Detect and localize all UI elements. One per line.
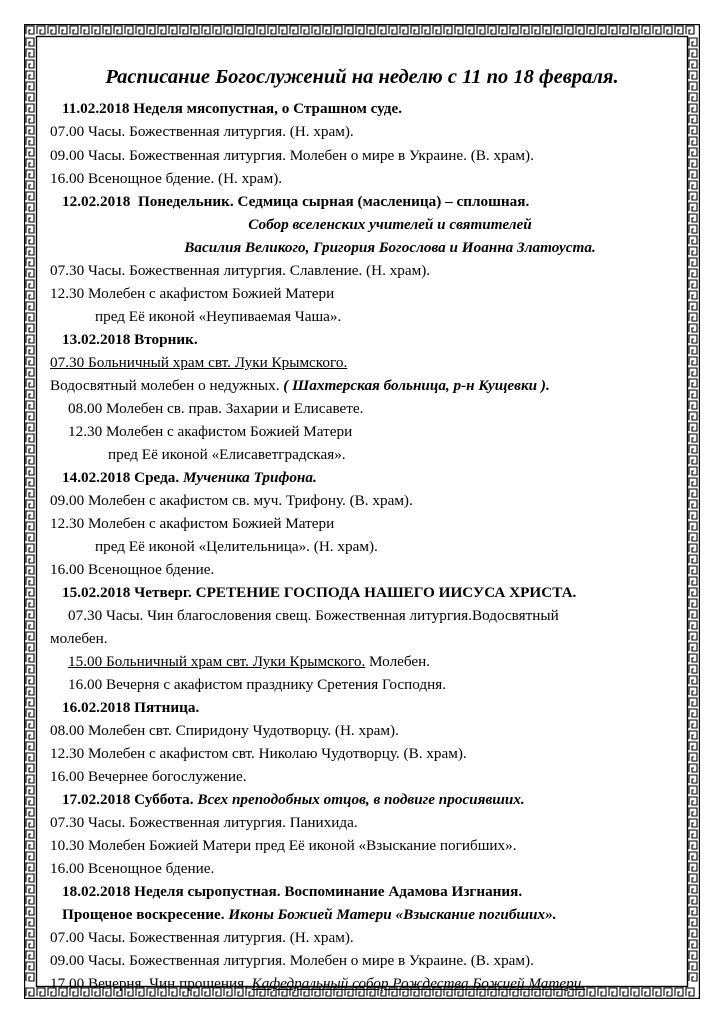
day-date: 12.02.2018 xyxy=(62,193,131,210)
day-header-17 xyxy=(62,791,525,809)
day-header-18: 18.02.2018 Неделя сыропустная. Воспоминание Адамова Изгнания. xyxy=(62,883,523,900)
schedule-line: 08.00 Молебен свт. Спиридону Чудотворцу. (Н. храм). xyxy=(50,722,399,739)
schedule-line: 12.30 Молебен с акафистом свт. Николаю Чудотворцу. (В. храм). xyxy=(50,745,467,762)
schedule-line: 07.00 Часы. Божественная литургия. (Н. храм). xyxy=(50,123,354,140)
schedule-line: 16.00 Вечернее богослужение. xyxy=(50,768,247,785)
day-header-15: 15.02.2018 Четверг. СРЕТЕНИЕ ГОСПОДА НАШЕГО ИИСУСА ХРИСТА. xyxy=(62,584,577,601)
day-header-13: 13.02.2018 Вторник. xyxy=(62,331,198,348)
feast-line: Василия Великого, Григория Богослова и Иоанна Златоуста. xyxy=(184,239,596,256)
day-date: 17.02.2018 xyxy=(62,791,131,808)
schedule-line: 16.00 Всенощное бдение. xyxy=(50,860,215,877)
schedule-line: молебен. xyxy=(50,630,108,647)
day-header-12 xyxy=(62,193,529,211)
schedule-line: 12.30 Молебен с акафистом Божией Матери xyxy=(50,285,335,302)
cathedral-text: Кафедральный собор Рождества Божией Матери. xyxy=(251,975,586,992)
schedule-line: 16.00 Всенощное бдение. xyxy=(50,561,215,578)
page-title: Расписание Богослужений на неделю с 11 по 18 февраля. xyxy=(105,66,619,88)
schedule-line: 16.00 Всенощное бдение. (Н. храм). xyxy=(50,170,283,187)
day-title: Среда. xyxy=(134,469,180,486)
schedule-line: 07.30 Часы. Чин благословения свещ. Божественная литургия.Водосвятный xyxy=(68,607,559,624)
feast-text: Всех преподобных отцов, в подвиге просиявших. xyxy=(197,791,525,808)
feast-line xyxy=(62,906,557,924)
vespers-text: 17.00 Вечерня. Чин прощения. xyxy=(50,975,248,992)
schedule-line: 09.00 Часы. Божественная литургия. Молебен о мире в Украине. (В. храм). xyxy=(50,147,534,164)
schedule-line: 09.00 Молебен с акафистом св. муч. Трифону. (В. храм). xyxy=(50,492,413,509)
hospital-church-line: 07.30 Больничный храм свт. Луки Крымского. xyxy=(50,354,348,371)
schedule-line: 07.30 Часы. Божественная литургия. Славление. (Н. храм). xyxy=(50,262,431,279)
schedule-line: 12.30 Молебен с акафистом Божией Матери xyxy=(68,423,353,440)
icon-feast-text: Иконы Божией Матери «Взыскание погибших». xyxy=(228,906,557,923)
schedule-line: пред Её иконой «Неупиваемая Чаша». xyxy=(95,308,342,325)
day-title: Понедельник. Седмица сырная (масленица) – сплошная. xyxy=(137,193,530,210)
schedule-line: 12.30 Молебен с акафистом Божией Матери xyxy=(50,515,335,532)
schedule-line: 08.00 Молебен св. прав. Захарии и Елисавете. xyxy=(68,400,364,417)
day-header-14 xyxy=(62,469,317,487)
sunday-text: Прощеное воскресение. xyxy=(62,906,225,923)
feast-line: Собор вселенских учителей и святителей xyxy=(248,216,532,233)
feast-text: Мученика Трифона. xyxy=(182,469,317,486)
hospital-church-text: 15.00 Больничный храм свт. Луки Крымского. xyxy=(68,653,366,670)
schedule-line: 07.30 Часы. Божественная литургия. Панихида. xyxy=(50,814,358,831)
schedule-line xyxy=(50,377,550,395)
schedule-line: 16.00 Вечерня с акафистом празднику Сретения Господня. xyxy=(68,676,447,693)
schedule-line xyxy=(68,653,430,671)
day-title: Суббота. xyxy=(134,791,194,808)
schedule-line: 09.00 Часы. Божественная литургия. Молебен о мире в Украине. (В. храм). xyxy=(50,952,534,969)
day-header-16: 16.02.2018 Пятница. xyxy=(62,699,200,716)
schedule-line: пред Её иконой «Елисаветградская». xyxy=(108,446,346,463)
schedule-line: пред Её иконой «Целительница». (Н. храм). xyxy=(95,538,378,555)
day-header-11: 11.02.2018 Неделя мясопустная, о Страшном суде. xyxy=(62,100,403,117)
moleben-text: Водосвятный молебен о недужных. xyxy=(50,377,280,394)
moleben-text: Молебен. xyxy=(369,653,431,670)
schedule-line xyxy=(50,975,585,993)
day-date: 14.02.2018 xyxy=(62,469,131,486)
schedule-line: 10.30 Молебен Божией Матери пред Её иконой «Взыскание погибших». xyxy=(50,837,517,854)
schedule-line: 07.00 Часы. Божественная литургия. (Н. храм). xyxy=(50,929,354,946)
place-text: ( Шахтерская больница, р-н Кущевки ). xyxy=(283,377,550,394)
